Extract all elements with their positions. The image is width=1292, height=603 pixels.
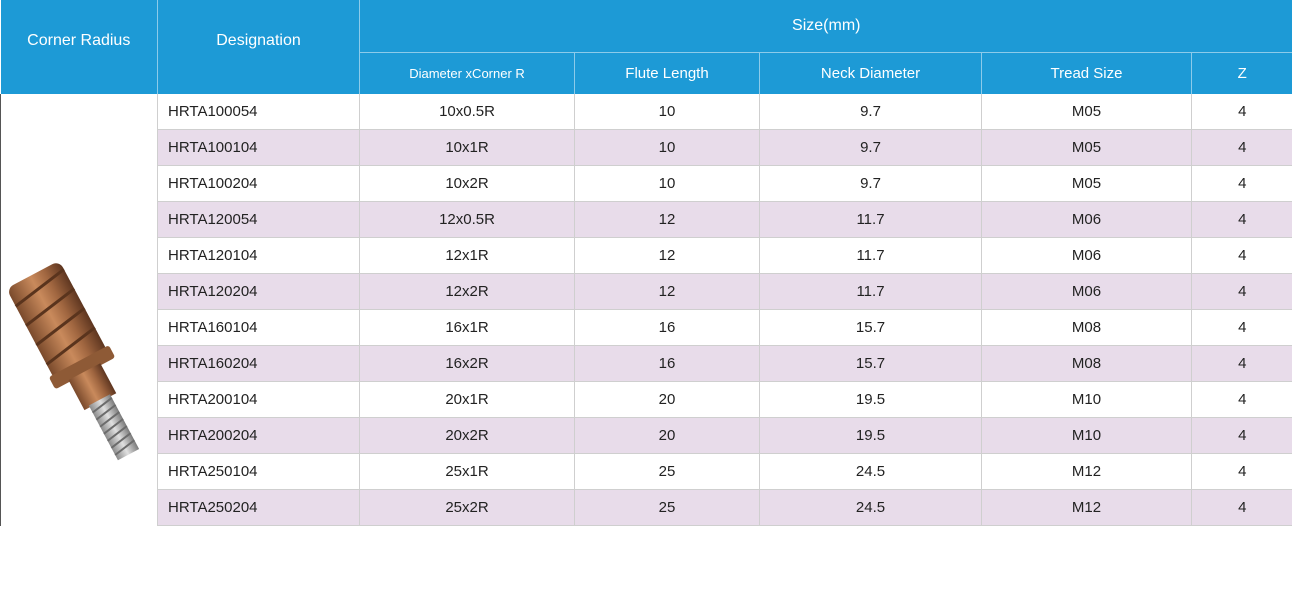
diameter-corner-cell: 25x2R xyxy=(360,490,575,526)
neck-diameter-cell: 19.5 xyxy=(760,382,982,418)
diameter-corner-cell: 12x0.5R xyxy=(360,202,575,238)
designation-cell: HRTA100204 xyxy=(158,166,360,202)
table-row xyxy=(1,418,1292,454)
neck-diameter-cell: 15.7 xyxy=(760,346,982,382)
diameter-corner-cell: 10x1R xyxy=(360,130,575,166)
flute-length-cell: 12 xyxy=(575,274,760,310)
diameter-corner-cell: 16x1R xyxy=(360,310,575,346)
designation-cell: HRTA160104 xyxy=(158,310,360,346)
z-cell: 4 xyxy=(1192,274,1292,310)
tread-size-cell: M10 xyxy=(982,418,1192,454)
flute-length-cell: 16 xyxy=(575,310,760,346)
neck-diameter-cell: 11.7 xyxy=(760,238,982,274)
z-cell: 4 xyxy=(1192,166,1292,202)
tread-size-cell: M05 xyxy=(982,94,1192,130)
diameter-corner-cell: 25x1R xyxy=(360,454,575,490)
designation-cell: HRTA100054 xyxy=(158,94,360,130)
z-cell: 4 xyxy=(1192,238,1292,274)
z-cell: 4 xyxy=(1192,382,1292,418)
neck-diameter-cell: 9.7 xyxy=(760,130,982,166)
table-row xyxy=(1,274,1292,310)
table-row xyxy=(1,382,1292,418)
flute-length-cell: 10 xyxy=(575,94,760,130)
table-row xyxy=(1,238,1292,274)
header-designation: Designation xyxy=(158,0,360,94)
z-cell: 4 xyxy=(1192,94,1292,130)
table-row xyxy=(1,94,1292,130)
tread-size-cell: M12 xyxy=(982,454,1192,490)
designation-cell: HRTA250204 xyxy=(158,490,360,526)
table-row xyxy=(1,130,1292,166)
corner-radius-image-cell xyxy=(1,94,158,526)
header-diameter-corner: Diameter xCorner R xyxy=(360,52,575,94)
neck-diameter-cell: 11.7 xyxy=(760,274,982,310)
diameter-corner-cell: 20x1R xyxy=(360,382,575,418)
z-cell: 4 xyxy=(1192,454,1292,490)
tread-size-cell: M05 xyxy=(982,130,1192,166)
tread-size-cell: M08 xyxy=(982,346,1192,382)
diameter-corner-cell: 16x2R xyxy=(360,346,575,382)
flute-length-cell: 10 xyxy=(575,130,760,166)
designation-cell: HRTA120054 xyxy=(158,202,360,238)
table-row xyxy=(1,310,1292,346)
neck-diameter-cell: 24.5 xyxy=(760,454,982,490)
flute-length-cell: 12 xyxy=(575,238,760,274)
diameter-corner-cell: 10x2R xyxy=(360,166,575,202)
tread-size-cell: M12 xyxy=(982,490,1192,526)
table-row xyxy=(1,490,1292,526)
tread-size-cell: M06 xyxy=(982,202,1192,238)
table-row xyxy=(1,166,1292,202)
z-cell: 4 xyxy=(1192,310,1292,346)
flute-length-cell: 10 xyxy=(575,166,760,202)
flute-length-cell: 20 xyxy=(575,382,760,418)
tread-size-cell: M10 xyxy=(982,382,1192,418)
end-mill-head-image xyxy=(5,244,155,484)
header-corner-radius: Corner Radius xyxy=(1,0,158,94)
designation-cell: HRTA120204 xyxy=(158,274,360,310)
table-body xyxy=(1,94,1292,526)
diameter-corner-cell: 12x2R xyxy=(360,274,575,310)
flute-length-cell: 12 xyxy=(575,202,760,238)
flute-length-cell: 25 xyxy=(575,490,760,526)
z-cell: 4 xyxy=(1192,202,1292,238)
flute-length-cell: 25 xyxy=(575,454,760,490)
designation-cell: HRTA250104 xyxy=(158,454,360,490)
flute-length-cell: 20 xyxy=(575,418,760,454)
table-row xyxy=(1,202,1292,238)
designation-cell: HRTA100104 xyxy=(158,130,360,166)
header-tread-size: Tread Size xyxy=(982,52,1192,94)
header-z: Z xyxy=(1192,52,1292,94)
table-header xyxy=(1,0,1292,94)
z-cell: 4 xyxy=(1192,346,1292,382)
header-flute-length: Flute Length xyxy=(575,52,760,94)
z-cell: 4 xyxy=(1192,130,1292,166)
designation-cell: HRTA160204 xyxy=(158,346,360,382)
designation-cell: HRTA200104 xyxy=(158,382,360,418)
header-neck-diameter: Neck Diameter xyxy=(760,52,982,94)
z-cell: 4 xyxy=(1192,490,1292,526)
header-size-group: Size(mm) xyxy=(360,0,1292,52)
designation-cell: HRTA120104 xyxy=(158,238,360,274)
diameter-corner-cell: 20x2R xyxy=(360,418,575,454)
neck-diameter-cell: 19.5 xyxy=(760,418,982,454)
diameter-corner-cell: 12x1R xyxy=(360,238,575,274)
table-row xyxy=(1,346,1292,382)
neck-diameter-cell: 15.7 xyxy=(760,310,982,346)
flute-length-cell: 16 xyxy=(575,346,760,382)
neck-diameter-cell: 9.7 xyxy=(760,94,982,130)
table-row xyxy=(1,454,1292,490)
tread-size-cell: M08 xyxy=(982,310,1192,346)
diameter-corner-cell: 10x0.5R xyxy=(360,94,575,130)
neck-diameter-cell: 9.7 xyxy=(760,166,982,202)
tread-size-cell: M05 xyxy=(982,166,1192,202)
neck-diameter-cell: 11.7 xyxy=(760,202,982,238)
tread-size-cell: M06 xyxy=(982,274,1192,310)
z-cell: 4 xyxy=(1192,418,1292,454)
neck-diameter-cell: 24.5 xyxy=(760,490,982,526)
tread-size-cell: M06 xyxy=(982,238,1192,274)
designation-cell: HRTA200204 xyxy=(158,418,360,454)
